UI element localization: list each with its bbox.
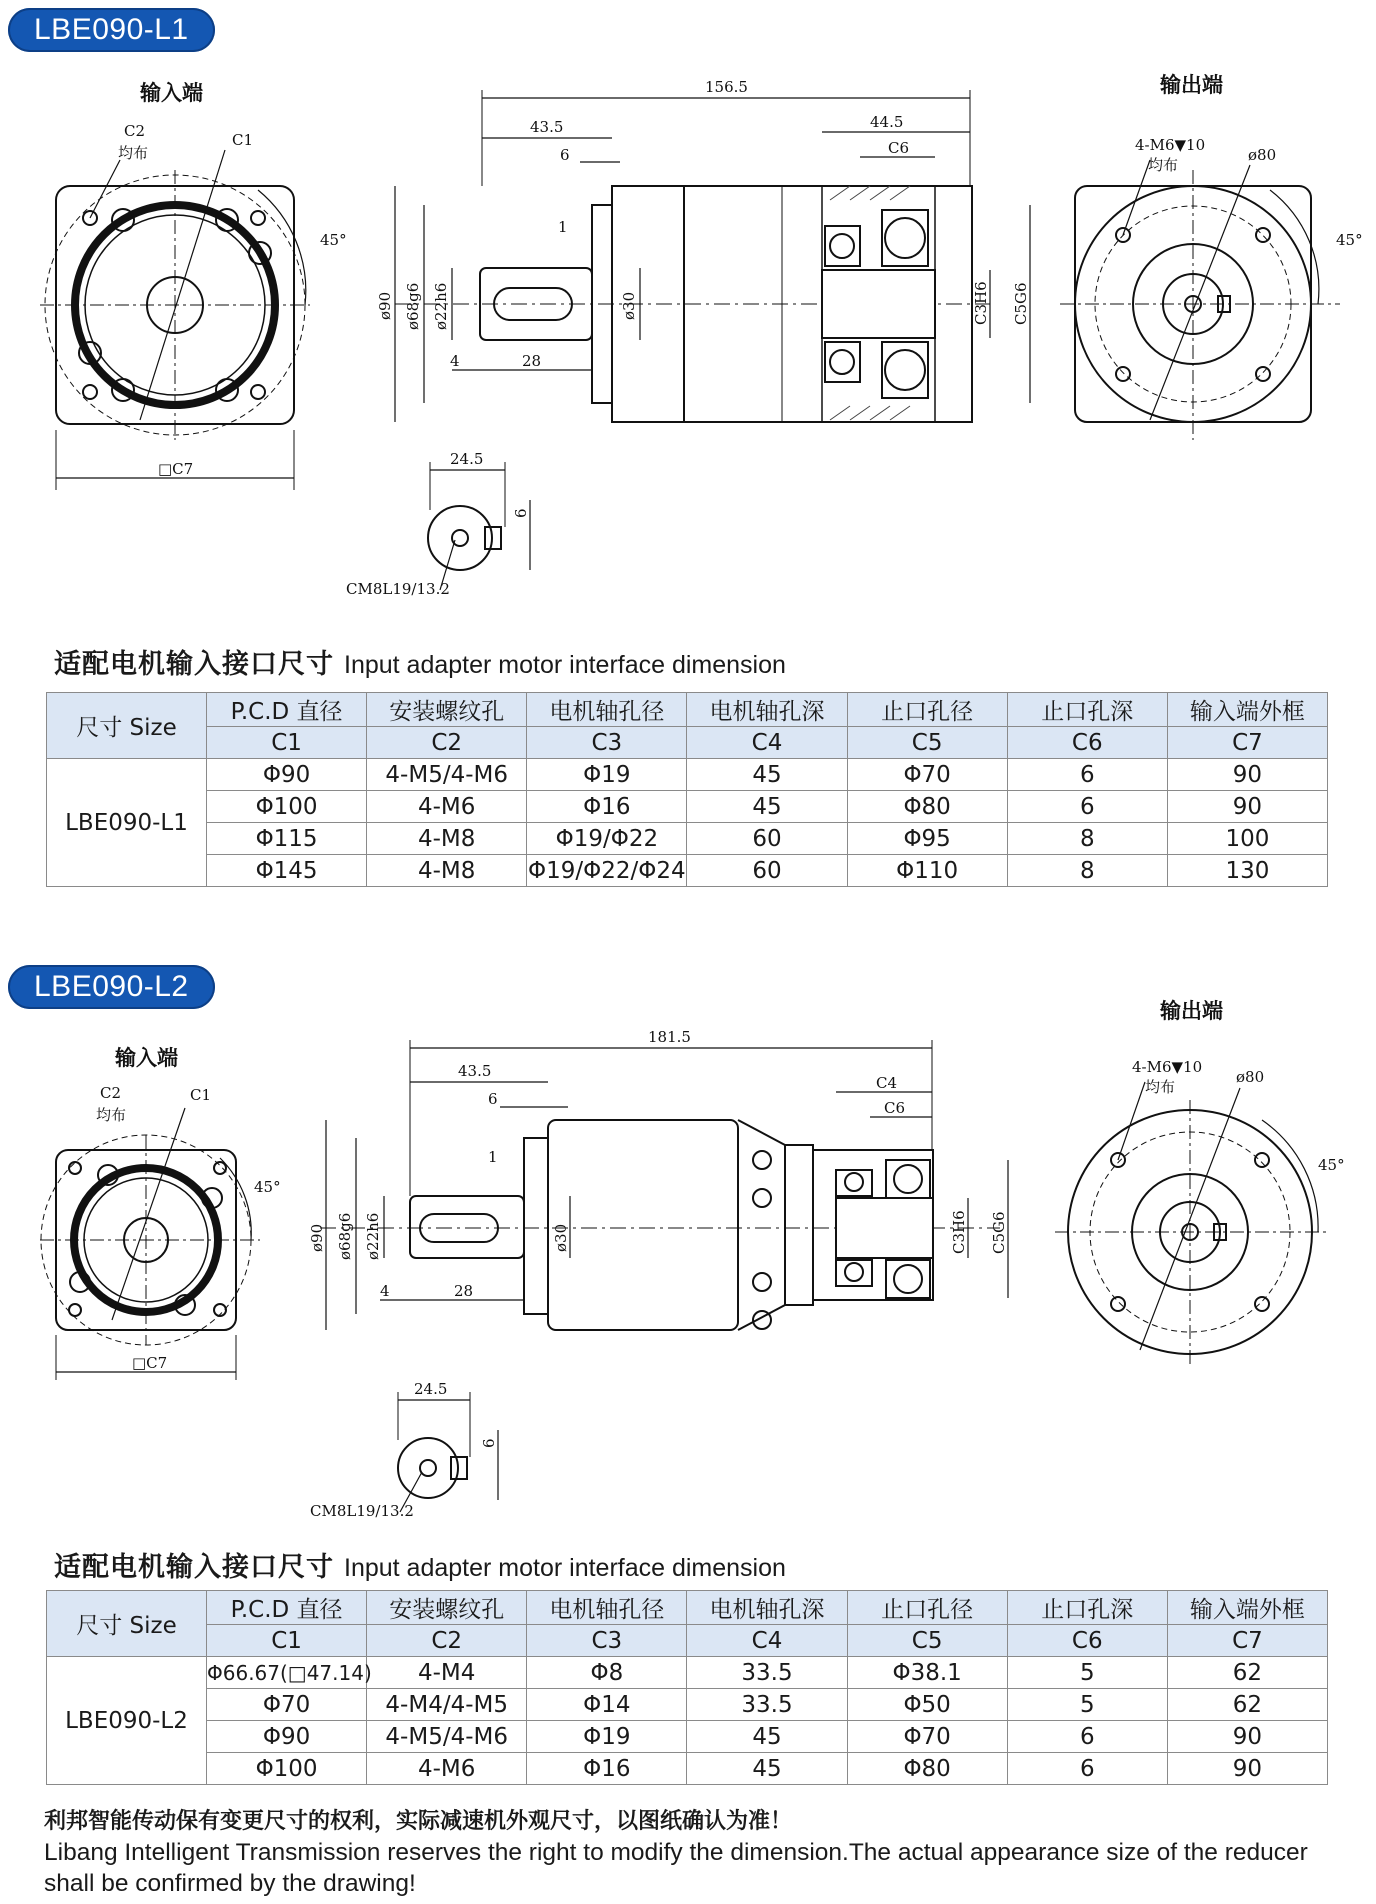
cell: 4-M4 — [367, 1657, 527, 1689]
header-c4: 电机轴孔深 — [687, 1591, 847, 1625]
cell: 4-M5/4-M6 — [367, 1721, 527, 1753]
cell: 60 — [687, 855, 847, 887]
cell: 130 — [1167, 855, 1327, 887]
code-c4: C4 — [687, 727, 847, 759]
table-row — [47, 1689, 1328, 1721]
cell: Φ100 — [207, 1753, 367, 1785]
cell: 4-M6 — [367, 1753, 527, 1785]
out-dia-label: ø80 — [1248, 146, 1277, 164]
cell: Φ70 — [207, 1689, 367, 1721]
header-c1: P.C.D 直径 — [207, 693, 367, 727]
cell: 6 — [1007, 1753, 1167, 1785]
header-c5: 止口孔径 — [847, 1591, 1007, 1625]
dim-len-c: 44.5 — [870, 113, 904, 131]
header-c7: 输入端外框 — [1167, 693, 1327, 727]
cell: 60 — [687, 823, 847, 855]
cell: 90 — [1167, 1721, 1327, 1753]
c7-label: □C7 — [132, 1354, 168, 1372]
dim-len-c: C4 — [876, 1074, 898, 1092]
cell: Φ70 — [847, 1721, 1007, 1753]
cell: Φ50 — [847, 1689, 1007, 1721]
dim-len-a: 43.5 — [458, 1062, 492, 1080]
cell: Φ80 — [847, 791, 1007, 823]
c2-uniform-label: 均布 — [118, 144, 149, 162]
table-row — [47, 823, 1328, 855]
cell: Φ8 — [527, 1657, 687, 1689]
cell: 45 — [687, 1721, 847, 1753]
disclaimer-en: Libang Intelligent Transmission reserves the right to modify the dimension.The actual appearance size of the reducer shall be confirmed by the drawing! — [44, 1839, 1308, 1897]
dim-dia-30: ø30 — [552, 1223, 570, 1252]
size-header: 尺寸 Size — [47, 1591, 207, 1657]
cell: 6 — [1007, 791, 1167, 823]
dim-dia-68: ø68g6 — [404, 282, 422, 330]
table-title-en: Input adapter motor interface dimension — [344, 1554, 786, 1582]
table-title-en: Input adapter motor interface dimension — [344, 651, 786, 679]
dim-key-w: 24.5 — [450, 450, 484, 468]
cell: Φ16 — [527, 1753, 687, 1785]
technical-drawing-l2 — [0, 960, 1376, 1540]
cell: Φ145 — [207, 855, 367, 887]
cell: Φ19 — [527, 1721, 687, 1753]
dimension-table-l1 — [46, 692, 1328, 887]
cell: Φ70 — [847, 759, 1007, 791]
cell: 4-M5/4-M6 — [367, 759, 527, 791]
header-c3: 电机轴孔径 — [527, 1591, 687, 1625]
code-c6: C6 — [1007, 727, 1167, 759]
c1-label: C1 — [232, 131, 254, 149]
code-c6: C6 — [1007, 1625, 1167, 1657]
cell: 45 — [687, 1753, 847, 1785]
dim-len-b: 6 — [560, 146, 570, 164]
shaft-key-label: CM8L19/13.2 — [346, 580, 450, 598]
shaft-key-label: CM8L19/13.2 — [310, 1502, 414, 1520]
cell: 62 — [1167, 1657, 1327, 1689]
cell: 45 — [687, 759, 847, 791]
table-row — [47, 1657, 1328, 1689]
dim-c5: C5G6 — [1012, 282, 1030, 325]
cell: 5 — [1007, 1657, 1167, 1689]
dim-dia-68: ø68g6 — [336, 1212, 354, 1260]
cell: Φ66.67(□47.14) — [207, 1657, 367, 1689]
dim-dia-22: ø22h6 — [432, 282, 450, 330]
code-c1: C1 — [207, 727, 367, 759]
code-c2: C2 — [367, 727, 527, 759]
table-row — [47, 759, 1328, 791]
dim-total-length: 156.5 — [705, 78, 748, 96]
cell: Φ90 — [207, 759, 367, 791]
cell: 90 — [1167, 1753, 1327, 1785]
header-c7: 输入端外框 — [1167, 1591, 1327, 1625]
code-c5: C5 — [847, 1625, 1007, 1657]
dim-key-h: 6 — [480, 1438, 498, 1448]
out-angle-label: 45° — [1318, 1156, 1345, 1174]
cell: Φ19/Φ22 — [527, 823, 687, 855]
model-badge-l1: LBE090-L1 — [8, 8, 215, 52]
model-cell: LBE090-L1 — [47, 759, 207, 887]
table-row — [47, 791, 1328, 823]
out-uniform-label: 均布 — [1145, 1078, 1176, 1096]
table-row — [47, 1753, 1328, 1785]
cell: Φ110 — [847, 855, 1007, 887]
dim-28: 28 — [522, 352, 542, 370]
dimension-table-l2 — [46, 1590, 1328, 1785]
dim-dia-30: ø30 — [620, 291, 638, 320]
dim-len-a: 43.5 — [530, 118, 564, 136]
code-c7: C7 — [1167, 727, 1327, 759]
dim-1: 1 — [558, 218, 568, 236]
model-cell: LBE090-L2 — [47, 1657, 207, 1785]
cell: 8 — [1007, 855, 1167, 887]
code-c3: C3 — [527, 1625, 687, 1657]
cell: Φ19 — [527, 759, 687, 791]
cell: Φ95 — [847, 823, 1007, 855]
m-thread-label: 4-M6▼10 — [1132, 1058, 1203, 1076]
dim-total-length: 181.5 — [648, 1028, 691, 1046]
c2-label: C2 — [100, 1084, 122, 1102]
cell: 90 — [1167, 791, 1327, 823]
dim-c5: C5G6 — [990, 1211, 1008, 1254]
out-uniform-label: 均布 — [1148, 156, 1179, 174]
header-c4: 电机轴孔深 — [687, 693, 847, 727]
dim-4: 4 — [450, 352, 460, 370]
dim-c6: C6 — [888, 139, 910, 157]
dim-key-w: 24.5 — [414, 1380, 448, 1398]
c2-label: C2 — [124, 122, 146, 140]
cell: 5 — [1007, 1689, 1167, 1721]
cell: Φ115 — [207, 823, 367, 855]
cell: 33.5 — [687, 1689, 847, 1721]
angle-label: 45° — [320, 231, 347, 249]
technical-drawing-l1 — [0, 0, 1376, 620]
m-thread-label: 4-M6▼10 — [1135, 136, 1206, 154]
cell: Φ19/Φ22/Φ24 — [527, 855, 687, 887]
cell: Φ90 — [207, 1721, 367, 1753]
dim-1: 1 — [488, 1148, 498, 1166]
c1-label: C1 — [190, 1086, 212, 1104]
header-c6: 止口孔深 — [1007, 1591, 1167, 1625]
input-view-label: 输入端 — [115, 1046, 178, 1070]
cell: 62 — [1167, 1689, 1327, 1721]
disclaimer-zh: 利邦智能传动保有变更尺寸的权利，实际减速机外观尺寸，以图纸确认为准！ — [44, 1809, 793, 1834]
cell: 4-M4/4-M5 — [367, 1689, 527, 1721]
dim-dia-90: ø90 — [308, 1223, 326, 1252]
cell: Φ14 — [527, 1689, 687, 1721]
output-view-label: 输出端 — [1160, 73, 1223, 97]
cell: Φ38.1 — [847, 1657, 1007, 1689]
cell: 4-M8 — [367, 823, 527, 855]
cell: Φ80 — [847, 1753, 1007, 1785]
output-view-label: 输出端 — [1160, 999, 1223, 1023]
input-view-label: 输入端 — [140, 81, 203, 105]
cell: 6 — [1007, 759, 1167, 791]
dim-key-h: 6 — [512, 508, 530, 518]
angle-label: 45° — [254, 1178, 281, 1196]
model-badge-l2: LBE090-L2 — [8, 965, 215, 1009]
dim-c3: C3H6 — [950, 1210, 968, 1254]
dim-4: 4 — [380, 1282, 390, 1300]
size-header: 尺寸 Size — [47, 693, 207, 759]
header-c5: 止口孔径 — [847, 693, 1007, 727]
cell: 100 — [1167, 823, 1327, 855]
cell: 6 — [1007, 1721, 1167, 1753]
cell: 4-M8 — [367, 855, 527, 887]
header-c2: 安装螺纹孔 — [367, 693, 527, 727]
dim-len-b: 6 — [488, 1090, 498, 1108]
dim-28: 28 — [454, 1282, 474, 1300]
cell: 90 — [1167, 759, 1327, 791]
code-c5: C5 — [847, 727, 1007, 759]
header-c1: P.C.D 直径 — [207, 1591, 367, 1625]
header-c3: 电机轴孔径 — [527, 693, 687, 727]
dim-c6: C6 — [884, 1099, 906, 1117]
disclaimer — [44, 1806, 1344, 1899]
c7-label: □C7 — [158, 460, 194, 478]
cell: 8 — [1007, 823, 1167, 855]
cell: 4-M6 — [367, 791, 527, 823]
dim-c3: C3H6 — [972, 281, 990, 325]
cell: 45 — [687, 791, 847, 823]
table-title-zh: 适配电机输入接口尺寸 — [54, 649, 334, 680]
header-c6: 止口孔深 — [1007, 693, 1167, 727]
cell: Φ16 — [527, 791, 687, 823]
c2-uniform-label: 均布 — [96, 1106, 127, 1124]
table-row — [47, 855, 1328, 887]
table-title-l1 — [54, 642, 786, 681]
out-angle-label: 45° — [1336, 231, 1363, 249]
out-dia-label: ø80 — [1236, 1068, 1265, 1086]
dim-dia-90: ø90 — [376, 291, 394, 320]
code-c3: C3 — [527, 727, 687, 759]
cell: Φ100 — [207, 791, 367, 823]
code-c4: C4 — [687, 1625, 847, 1657]
dim-dia-22: ø22h6 — [364, 1212, 382, 1260]
table-title-l2 — [54, 1545, 786, 1584]
table-row — [47, 1721, 1328, 1753]
table-title-zh: 适配电机输入接口尺寸 — [54, 1552, 334, 1583]
header-c2: 安装螺纹孔 — [367, 1591, 527, 1625]
code-c7: C7 — [1167, 1625, 1327, 1657]
cell: 33.5 — [687, 1657, 847, 1689]
code-c2: C2 — [367, 1625, 527, 1657]
code-c1: C1 — [207, 1625, 367, 1657]
